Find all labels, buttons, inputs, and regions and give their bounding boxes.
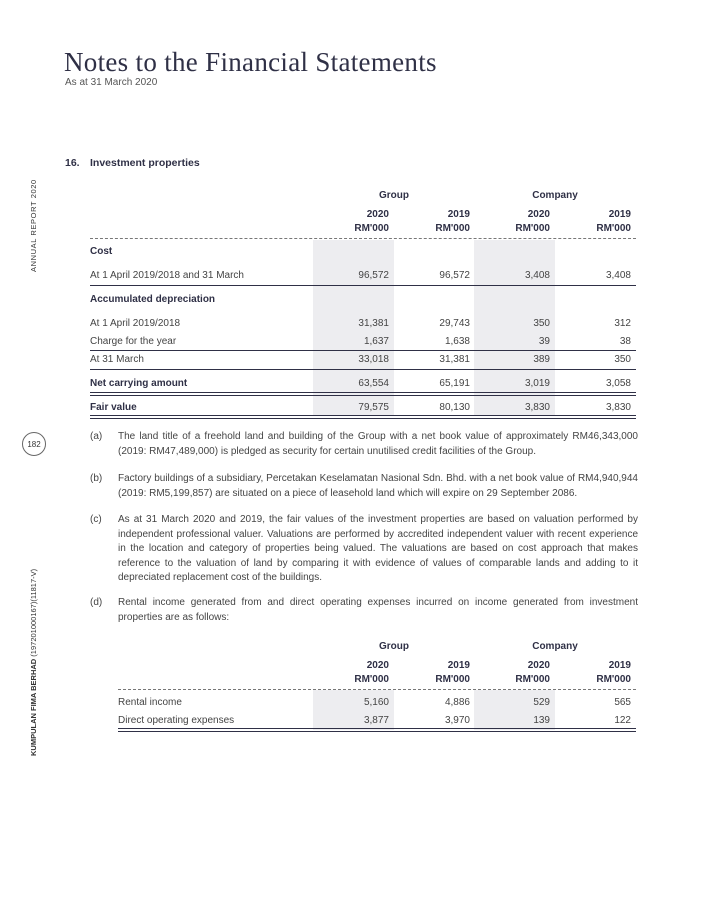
- row-label: Rental income: [118, 697, 182, 708]
- company-label: [29, 569, 38, 756]
- col-year: 2019: [447, 660, 470, 671]
- table-cell: 3,830: [524, 402, 550, 413]
- table-cell: 80,130: [439, 402, 470, 413]
- row-divider: [90, 369, 636, 370]
- table-cell: 3,058: [605, 378, 631, 389]
- table-cell: 3,408: [605, 270, 631, 281]
- note-c: [90, 513, 638, 586]
- note-text: Factory buildings of a subsidiary, Percetakan Keselamatan Nasional Sdn. Bhd. with a net book value of RM4,940,944 (2019: RM5,199,857) are situated on a piece of leasehold land which will expire on 29 September 2086.: [118, 473, 638, 499]
- company-header: Company: [532, 190, 578, 201]
- page-number: [22, 432, 46, 456]
- row-label: At 31 March: [90, 354, 144, 365]
- row-label: Charge for the year: [90, 336, 177, 347]
- table-cell: 39: [538, 336, 550, 347]
- page-number-text: 182: [27, 439, 41, 449]
- group-header: Group: [379, 641, 409, 652]
- header-divider: [90, 238, 636, 239]
- table-cell: 3,830: [605, 402, 631, 413]
- company-header: Company: [532, 641, 578, 652]
- col-year: 2019: [608, 660, 631, 671]
- col-year: 2019: [608, 209, 631, 220]
- section-title: Investment properties: [90, 157, 200, 169]
- col-year: 2020: [366, 209, 389, 220]
- row-label: At 1 April 2019/2018 and 31 March: [90, 270, 244, 281]
- row-divider: [90, 350, 636, 351]
- table-cell: 4,886: [444, 697, 470, 708]
- table-cell: 312: [614, 318, 631, 329]
- col-unit: RM'000: [354, 223, 389, 234]
- table-cell: 350: [533, 318, 550, 329]
- annual-report-label: ANNUAL REPORT 2020: [29, 179, 38, 272]
- row-label-fair-value: Fair value: [90, 402, 137, 413]
- table-cell: 122: [614, 715, 631, 726]
- note-b: [90, 472, 638, 501]
- header-divider: [118, 689, 636, 690]
- table-cell: 65,191: [439, 378, 470, 389]
- note-text: As at 31 March 2020 and 2019, the fair values of the investment properties are based on valuation performed by independent professional valuer. Valuations are performed by accredited independent valuer with recent experience in the location and category of properties being valued. The valuations are based on cost approach that makes reference to the valuation of land by comparing it with evidence of values of comparable lands and adding to it depreciated replacement cost of the buildings.: [118, 514, 638, 583]
- col-unit: RM'000: [515, 674, 550, 685]
- note-marker: (c): [90, 514, 102, 525]
- table-cell: 31,381: [439, 354, 470, 365]
- note-marker: (d): [90, 597, 103, 608]
- company-name: KUMPULAN FIMA BERHAD: [29, 658, 38, 756]
- col-header-company-2020: [474, 659, 550, 687]
- group-header: Group: [379, 190, 409, 201]
- col-header-company-2020: [474, 208, 550, 236]
- col-header-company-2019: [555, 659, 631, 687]
- table-cell: 1,637: [363, 336, 389, 347]
- note-marker: (b): [90, 473, 103, 484]
- row-label: Direct operating expenses: [118, 715, 235, 726]
- table-cell: 565: [614, 697, 631, 708]
- table-cell: 389: [533, 354, 550, 365]
- col-unit: RM'000: [596, 223, 631, 234]
- col-unit: RM'000: [435, 223, 470, 234]
- col-header-group-2019: [394, 208, 470, 236]
- table-cell: 3,877: [363, 715, 389, 726]
- col-year: 2020: [366, 660, 389, 671]
- table-cell: 38: [619, 336, 631, 347]
- page-subtitle: As at 31 March 2020: [65, 77, 158, 88]
- table-cell: 3,019: [524, 378, 550, 389]
- table-cell: 350: [614, 354, 631, 365]
- col-header-group-2020: [313, 208, 389, 236]
- col-year: 2019: [447, 209, 470, 220]
- table-cell: 3,970: [444, 715, 470, 726]
- note-marker: (a): [90, 431, 103, 442]
- table-cell: 1,638: [444, 336, 470, 347]
- col-year: 2020: [527, 209, 550, 220]
- col-unit: RM'000: [515, 223, 550, 234]
- table-cell: 5,160: [363, 697, 389, 708]
- row-divider: [90, 285, 636, 286]
- table-cell: 96,572: [358, 270, 389, 281]
- col-unit: RM'000: [354, 674, 389, 685]
- note-text: The land title of a freehold land and building of the Group with a net book value of approximately RM46,343,000 (2019: RM47,489,000) is pledged as security for certain unutilised credit facilities of the Group.: [118, 431, 638, 457]
- table-cell: 96,572: [439, 270, 470, 281]
- col-header-group-2019: [394, 659, 470, 687]
- table-cell: 31,381: [358, 318, 389, 329]
- row-label-net-carrying-amount: Net carrying amount: [90, 378, 188, 389]
- table-cell: 79,575: [358, 402, 389, 413]
- row-divider-double: [90, 392, 636, 396]
- col-year: 2020: [527, 660, 550, 671]
- table-cell: 529: [533, 697, 550, 708]
- table-cell: 33,018: [358, 354, 389, 365]
- row-divider-double: [118, 728, 636, 732]
- table-cell: 63,554: [358, 378, 389, 389]
- col-header-company-2019: [555, 208, 631, 236]
- row-label-cost: Cost: [90, 246, 113, 257]
- section-number: 16.: [65, 157, 80, 169]
- row-label: At 1 April 2019/2018: [90, 318, 181, 329]
- table-cell: 3,408: [524, 270, 550, 281]
- row-divider-double: [90, 415, 636, 419]
- col-header-group-2020: [313, 659, 389, 687]
- company-registration: (197201000167)(11817-V): [29, 568, 38, 659]
- col-unit: RM'000: [596, 674, 631, 685]
- table-cell: 139: [533, 715, 550, 726]
- note-a: [90, 430, 638, 459]
- col-unit: RM'000: [435, 674, 470, 685]
- section-heading: [65, 157, 200, 169]
- note-text: Rental income generated from and direct operating expenses incurred on income generated from investment properties are as follows:: [118, 597, 638, 623]
- page-title: Notes to the Financial Statements: [64, 47, 437, 77]
- row-label-accumulated-depreciation: Accumulated depreciation: [90, 294, 216, 305]
- table-cell: 29,743: [439, 318, 470, 329]
- note-d: [90, 596, 638, 625]
